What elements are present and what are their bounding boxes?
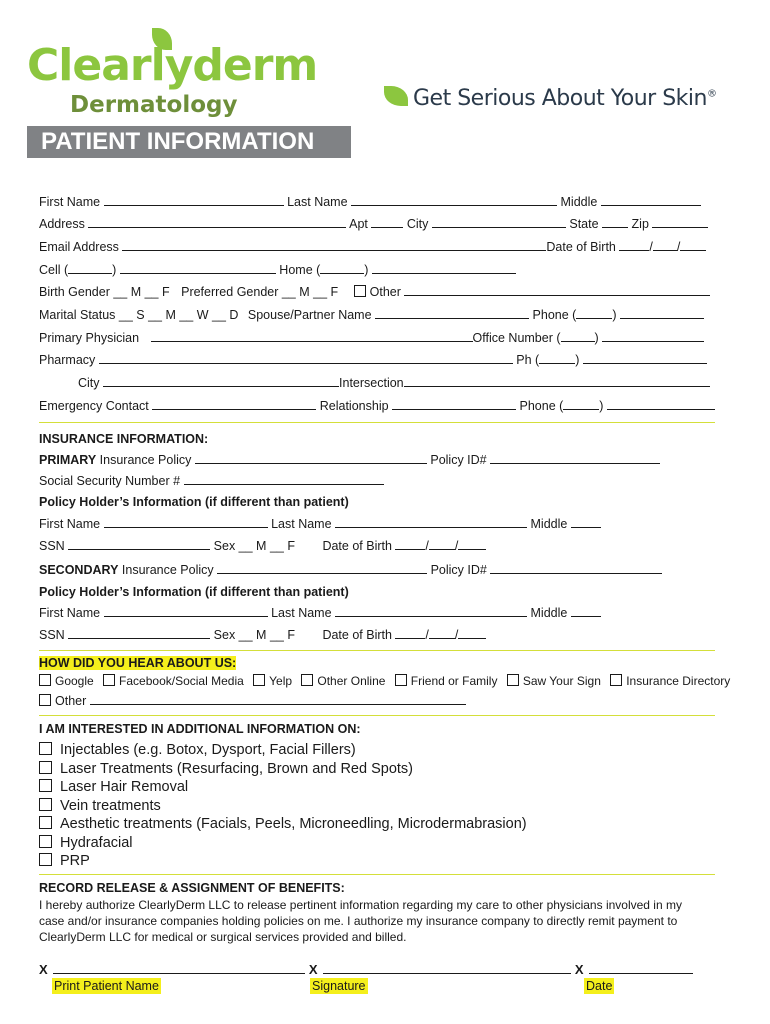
- last-name-field[interactable]: [351, 194, 557, 206]
- primary-policy-id-field[interactable]: [490, 452, 660, 464]
- primary-holder-ssn-label: SSN: [39, 539, 65, 553]
- preferred-gender-label: Preferred Gender __ M __ F: [181, 285, 339, 299]
- hear-insurance-directory-checkbox[interactable]: [610, 674, 622, 686]
- signature-x: X: [308, 962, 318, 977]
- date-x: X: [574, 962, 584, 977]
- pharmacy-city-label: City: [78, 376, 100, 390]
- primary-holder-middle-label: Middle: [530, 517, 568, 531]
- hear-option-label: Yelp: [269, 674, 293, 688]
- print-name-caption: Print Patient Name: [54, 979, 159, 993]
- hear-option-label: Facebook/Social Media: [119, 674, 244, 688]
- home-label: Home (: [279, 263, 321, 277]
- divider: [39, 715, 715, 716]
- first-name-label: First Name: [39, 195, 101, 209]
- primary-holder-sex-label: Sex __ M __ F: [213, 539, 295, 553]
- spouse-phone-area-field[interactable]: [576, 307, 612, 319]
- row-pharmacy-city: [78, 375, 710, 391]
- apt-field[interactable]: [371, 216, 403, 228]
- interest-item: [39, 852, 527, 871]
- primary-holder-middle-field[interactable]: [571, 516, 601, 528]
- divider: [39, 650, 715, 651]
- signature-line-row: [39, 962, 693, 978]
- city-label: City: [406, 217, 429, 231]
- secondary-holder-heading: Policy Holder’s Information (if different than patient): [39, 585, 349, 599]
- address-field[interactable]: [88, 216, 346, 228]
- row-email: Email Address Date of Birth / /: [39, 239, 706, 255]
- primary-holder-dob-day-field[interactable]: [429, 538, 455, 550]
- primary-holder-first-name-field[interactable]: [104, 516, 268, 528]
- interest-item: [39, 797, 527, 816]
- birth-gender-label: Birth Gender __ M __ F: [39, 285, 170, 299]
- spouse-label: Spouse/Partner Name: [247, 308, 372, 322]
- spouse-phone-label: Phone (: [532, 308, 577, 322]
- marital-status-label: Marital Status __ S __ M __ W __ D: [39, 308, 239, 322]
- first-name-field[interactable]: [104, 194, 284, 206]
- row-primary-policy: [39, 452, 660, 468]
- hear-facebook-checkbox[interactable]: [103, 674, 115, 686]
- middle-field[interactable]: [601, 194, 701, 206]
- interest-list: [39, 741, 527, 871]
- registered-mark: ®: [706, 88, 717, 100]
- other-gender-checkbox[interactable]: [354, 285, 366, 297]
- divider: [39, 874, 715, 875]
- interest-checkbox[interactable]: [39, 798, 52, 811]
- logo-brand: Clearlyderm: [27, 40, 318, 91]
- secondary-holder-middle-field[interactable]: [571, 605, 601, 617]
- interest-checkbox[interactable]: [39, 742, 52, 755]
- secondary-holder-first-name-field[interactable]: [104, 605, 268, 617]
- dob-year-field[interactable]: [680, 239, 706, 251]
- ssn-number-label: Social Security Number #: [39, 474, 181, 488]
- primary-holder-dob-year-field[interactable]: [458, 538, 486, 550]
- primary-holder-dob-month-field[interactable]: [395, 538, 425, 550]
- secondary-insurance-policy-field[interactable]: [217, 562, 427, 574]
- other-gender-label: Other: [369, 285, 401, 299]
- hear-other-label: Other: [55, 694, 87, 708]
- interest-checkbox[interactable]: [39, 779, 52, 792]
- row-primary-holder-name: [39, 516, 601, 532]
- hear-heading-text: HOW DID YOU HEAR ABOUT US:: [39, 656, 237, 670]
- pharmacy-label: Pharmacy: [39, 353, 96, 367]
- row-secondary-holder-name: [39, 605, 601, 621]
- hear-heading: [39, 655, 236, 671]
- secondary-insurance-policy-label: Insurance Policy: [121, 563, 214, 577]
- spouse-phone-field[interactable]: [620, 307, 704, 319]
- date-field[interactable]: [589, 962, 693, 974]
- pharmacy-city-field[interactable]: [103, 375, 339, 387]
- primary-holder-heading: Policy Holder’s Information (if different than patient): [39, 495, 349, 509]
- interest-label: Laser Hair Removal: [60, 779, 189, 795]
- dob-day-field[interactable]: [653, 239, 677, 251]
- insurance-heading: INSURANCE INFORMATION:: [39, 432, 209, 446]
- secondary-holder-first-name-label: First Name: [39, 606, 101, 620]
- office-number-field[interactable]: [602, 330, 704, 342]
- dob-label: Date of Birth: [546, 240, 616, 254]
- print-name-x: X: [39, 962, 48, 977]
- interest-label: Hydrafacial: [60, 834, 133, 851]
- interest-checkbox[interactable]: [39, 853, 52, 866]
- state-label: State: [569, 217, 599, 231]
- primary-holder-dob-label: Date of Birth: [322, 539, 392, 553]
- signature-field[interactable]: [323, 962, 571, 974]
- row-pharmacy: Pharmacy Ph ( ): [39, 352, 707, 368]
- primary-insurance-policy-field[interactable]: [195, 452, 427, 464]
- emergency-contact-label: Emergency Contact: [39, 399, 149, 413]
- dob-month-field[interactable]: [619, 239, 649, 251]
- hear-other-checkbox[interactable]: [39, 694, 51, 706]
- secondary-label: SECONDARY: [39, 563, 119, 577]
- interest-item: [39, 741, 527, 760]
- divider: [39, 422, 715, 423]
- relationship-label: Relationship: [319, 399, 389, 413]
- secondary-holder-dob-label: Date of Birth: [322, 628, 392, 642]
- office-number-label: Office Number (: [472, 331, 561, 345]
- hear-option-label: Google: [55, 674, 94, 688]
- secondary-holder-dob-day-field[interactable]: [429, 627, 455, 639]
- office-area-field[interactable]: [561, 330, 595, 342]
- tagline-leaf-icon: [384, 86, 408, 106]
- secondary-policy-id-label: Policy ID#: [430, 563, 487, 577]
- date-caption: Date: [586, 979, 613, 993]
- physician-field[interactable]: [151, 330, 473, 342]
- interest-item: [39, 778, 527, 797]
- apt-label: Apt: [349, 217, 368, 231]
- primary-holder-first-name-label: First Name: [39, 517, 101, 531]
- other-gender-field[interactable]: [404, 284, 710, 296]
- email-label: Email Address: [39, 240, 119, 254]
- interest-checkbox[interactable]: [39, 761, 52, 774]
- print-name-field[interactable]: [53, 962, 305, 974]
- pharmacy-phone-field[interactable]: [583, 352, 707, 364]
- cell-area-field[interactable]: [68, 262, 112, 274]
- hear-option-label: Other Online: [317, 674, 386, 688]
- primary-insurance-policy-label: Insurance Policy: [99, 453, 192, 467]
- hear-other-field[interactable]: [90, 693, 466, 705]
- row-marital: Marital Status __ S __ M __ W __ D Spouse/Partner Name Phone ( ): [39, 307, 704, 323]
- emergency-phone-field[interactable]: [607, 398, 715, 410]
- hear-yelp-checkbox[interactable]: [253, 674, 265, 686]
- secondary-holder-dob-month-field[interactable]: [395, 627, 425, 639]
- interest-item: [39, 760, 527, 779]
- hear-friend-family-checkbox[interactable]: [395, 674, 407, 686]
- tagline-text: Get Serious About Your Skin: [413, 86, 707, 111]
- row-gender: [39, 284, 710, 300]
- interest-checkbox[interactable]: [39, 835, 52, 848]
- interest-heading: I AM INTERESTED IN ADDITIONAL INFORMATION ON:: [39, 722, 361, 736]
- interest-label: Aesthetic treatments (Facials, Peels, Microneedling, Microdermabrasion): [60, 816, 527, 832]
- primary-holder-last-name-label: Last Name: [271, 517, 332, 531]
- city-field[interactable]: [432, 216, 566, 228]
- relationship-field[interactable]: [392, 398, 516, 410]
- release-text: I hereby authorize ClearlyDerm LLC to release pertinent information regarding my care to other physicians involved in my case and/or insurance companies holding policies on me. I authorize my insurance company to directly remit payment to ClearlyDerm LLC for medical or surgical services provided and billed.: [39, 898, 682, 944]
- hear-option-label: Friend or Family: [410, 674, 498, 688]
- intersection-label: Intersection: [339, 376, 404, 390]
- secondary-policy-id-field[interactable]: [490, 562, 662, 574]
- primary-label: PRIMARY: [39, 453, 97, 467]
- primary-holder-ssn-field[interactable]: [68, 538, 210, 550]
- home-area-field[interactable]: [320, 262, 364, 274]
- emergency-phone-area-field[interactable]: [563, 398, 599, 410]
- middle-label: Middle: [560, 195, 598, 209]
- interest-item: [39, 815, 527, 834]
- row-phones: Cell ( ) Home ( ): [39, 262, 516, 278]
- row-secondary-policy: [39, 562, 662, 578]
- ssn-number-field[interactable]: [184, 473, 384, 485]
- interest-label: PRP: [60, 853, 90, 869]
- hear-google-checkbox[interactable]: [39, 674, 51, 686]
- interest-item: [39, 834, 527, 853]
- interest-label: Injectables (e.g. Botox, Dysport, Facial Fillers): [60, 742, 356, 758]
- secondary-holder-dob-year-field[interactable]: [458, 627, 486, 639]
- logo-subtitle: Dermatology: [70, 92, 238, 118]
- secondary-holder-last-name-label: Last Name: [271, 606, 332, 620]
- secondary-holder-sex-label: Sex __ M __ F: [213, 628, 295, 642]
- home-field[interactable]: [372, 262, 516, 274]
- row-emergency: Emergency Contact Relationship Phone ( ): [39, 398, 715, 414]
- intersection-field[interactable]: [404, 375, 710, 387]
- tagline: [413, 86, 716, 111]
- interest-checkbox[interactable]: [39, 816, 52, 829]
- emergency-contact-field[interactable]: [152, 398, 316, 410]
- emergency-phone-label: Phone (: [519, 399, 564, 413]
- release-heading: RECORD RELEASE & ASSIGNMENT OF BENEFITS:: [39, 881, 345, 895]
- hear-option-label: Insurance Directory: [626, 674, 731, 688]
- pharmacy-field[interactable]: [99, 352, 513, 364]
- state-field[interactable]: [602, 216, 628, 228]
- row-ssn-number: [39, 473, 384, 489]
- row-address: [39, 216, 708, 232]
- secondary-holder-last-name-field[interactable]: [335, 605, 527, 617]
- row-secondary-holder-ssn: SSN Sex __ M __ F Date of Birth / /: [39, 627, 486, 643]
- pharmacy-phone-label: Ph (: [516, 353, 540, 367]
- hear-saw-sign-checkbox[interactable]: [507, 674, 519, 686]
- primary-holder-last-name-field[interactable]: [335, 516, 527, 528]
- hear-options: [39, 673, 730, 689]
- cell-field[interactable]: [120, 262, 276, 274]
- signature-caption: Signature: [312, 979, 366, 993]
- email-field[interactable]: [122, 239, 546, 251]
- physician-label: Primary Physician: [39, 331, 140, 345]
- zip-label: Zip: [631, 217, 649, 231]
- row-physician: Primary Physician Office Number ( ): [39, 330, 704, 346]
- page-title: PATIENT INFORMATION: [27, 126, 351, 158]
- hear-other-online-checkbox[interactable]: [301, 674, 313, 686]
- row-primary-holder-ssn: SSN Sex __ M __ F Date of Birth / /: [39, 538, 486, 554]
- secondary-holder-ssn-field[interactable]: [68, 627, 210, 639]
- zip-field[interactable]: [652, 216, 708, 228]
- hear-other-row: [39, 693, 466, 709]
- secondary-holder-ssn-label: SSN: [39, 628, 65, 642]
- last-name-label: Last Name: [287, 195, 348, 209]
- row-name: [39, 194, 701, 210]
- cell-label: Cell (: [39, 263, 69, 277]
- primary-policy-id-label: Policy ID#: [430, 453, 487, 467]
- interest-label: Vein treatments: [60, 797, 161, 814]
- interest-label: Laser Treatments (Resurfacing, Brown and Red Spots): [60, 760, 413, 777]
- pharmacy-phone-area-field[interactable]: [539, 352, 575, 364]
- secondary-holder-middle-label: Middle: [530, 606, 568, 620]
- address-label: Address: [39, 217, 85, 231]
- hear-option-label: Saw Your Sign: [522, 674, 601, 688]
- spouse-field[interactable]: [375, 307, 529, 319]
